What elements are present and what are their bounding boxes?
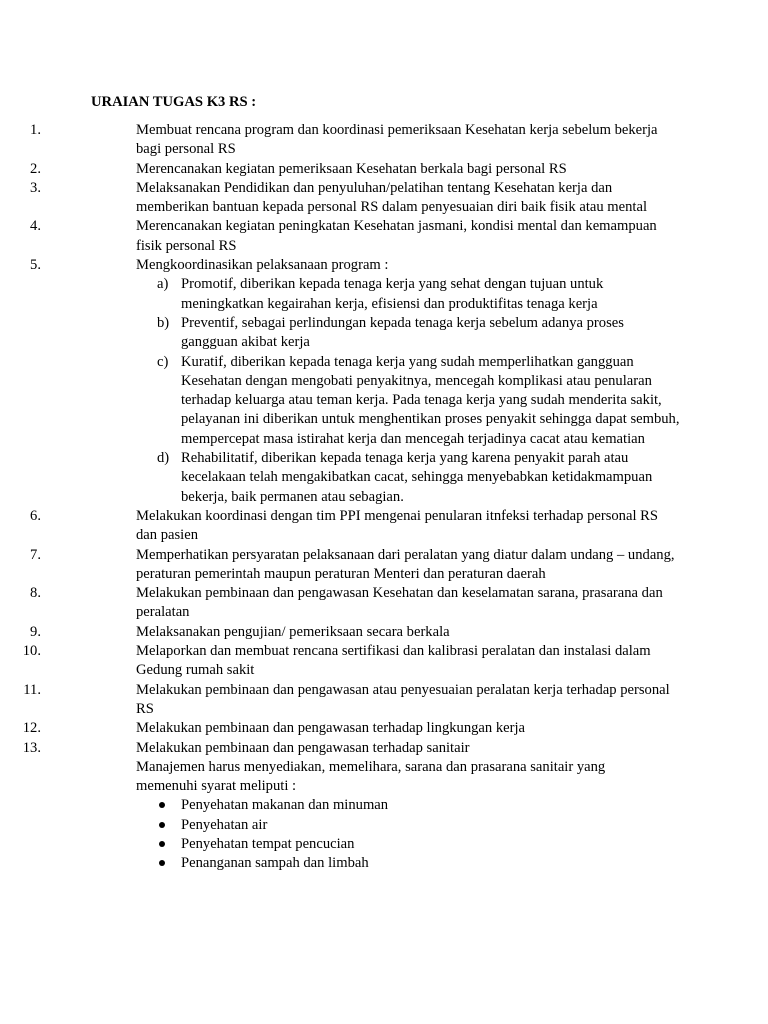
sub-item-text: Preventif, sebagai perlindungan kepada tenaga kerja sebelum adanya proses gangguan akibat kerja	[181, 314, 624, 351]
item-number: 13.	[22, 739, 41, 756]
list-item-2	[0, 160, 681, 179]
item-text: Membuat rencana program dan koordinasi pemeriksaan Kesehatan kerja sebelum bekerja bagi personal RS	[136, 122, 658, 158]
item-number: 5.	[30, 257, 41, 274]
bullet-text: Penyehatan makanan dan minuman	[181, 797, 389, 814]
sub-item-text: Promotif, diberikan kepada tenaga kerja yang sehat dengan tujuan untuk meningkatkan kegairahan kerja, efisiensi dan produktifitas tenaga kerja	[181, 276, 604, 312]
item-text: Melaksanakan pengujian/ pemeriksaan secara berkala	[136, 623, 450, 640]
bullet-dot-icon	[159, 822, 165, 828]
bullet-dot-icon	[159, 860, 165, 866]
list-item-4	[0, 217, 681, 256]
list-item-9	[0, 623, 681, 642]
sanitation-paragraph: Manajemen harus menyediakan, memelihara, sarana dan prasarana sanitair yang memenuhi syarat meliputi :	[136, 758, 606, 795]
item-text: Melaporkan dan membuat rencana sertifikasi dan kalibrasi peralatan dan instalasi dalam Gedung rumah sakit	[136, 643, 651, 679]
item-text: Melakukan pembinaan dan pengawasan terhadap lingkungan kerja	[136, 720, 526, 737]
bullet-dot-icon	[159, 841, 165, 847]
item-text: Melakukan pembinaan dan pengawasan terhadap sanitair	[136, 739, 470, 756]
sub-item-c	[0, 353, 681, 449]
item-text: Melaksanakan Pendidikan dan penyuluhan/pelatihan tentang Kesehatan kerja dan memberikan bantuan kepada personal RS dalam penyesuaian diri baik fisik atau mental	[136, 179, 648, 216]
sub-item-letter: c)	[157, 353, 169, 370]
bullet-item-2	[0, 816, 768, 835]
item-number: 1.	[30, 122, 41, 138]
sub-item-a	[0, 275, 681, 314]
item-number: 12.	[22, 720, 41, 737]
duties-list	[0, 121, 768, 874]
list-item-8	[0, 584, 681, 623]
list-item-12	[0, 719, 681, 738]
item-text: Melakukan pembinaan dan pengawasan atau penyesuaian peralatan kerja terhadap personal RS	[136, 681, 670, 717]
item-text: Mengkoordinasikan pelaksanaan program :	[136, 257, 389, 274]
item-text: Merencanakan kegiatan peningkatan Kesehatan jasmani, kondisi mental dan kemampuan fisik personal RS	[136, 218, 657, 254]
sub-item-letter: b)	[157, 314, 170, 331]
list-item-13	[0, 739, 681, 758]
item-text: Memperhatikan persyaratan pelaksanaan dari peralatan yang diatur dalam undang – undang, peraturan pemerintah maupun peraturan Menteri dan peraturan daerah	[136, 546, 675, 582]
sub-item-letter: d)	[157, 450, 170, 467]
bullet-text: Penyehatan air	[181, 816, 268, 833]
item-number: 7.	[30, 546, 41, 563]
bullet-item-1	[0, 796, 768, 815]
sub-item-letter: a)	[157, 276, 169, 293]
item-number: 6.	[30, 507, 41, 524]
item-number: 11.	[23, 681, 41, 698]
list-item-3	[0, 179, 681, 218]
item-number: 8.	[30, 585, 41, 602]
item-number: 4.	[30, 218, 41, 235]
sub-item-text: Rehabilitatif, diberikan kepada tenaga kerja yang karena penyakit parah atau kecelakaan telah mengakibatkan cacat, sehingga menyebabkan ketidakmampuan bekerja, baik permanen atau sebagian.	[181, 450, 653, 505]
item-number: 2.	[30, 160, 41, 177]
list-item-5	[0, 256, 681, 275]
item-text: Merencanakan kegiatan pemeriksaan Kesehatan berkala bagi personal RS	[136, 160, 567, 177]
sub-item-d	[0, 449, 681, 507]
bullet-item-4	[0, 854, 768, 873]
item-text: Melakukan pembinaan dan pengawasan Kesehatan dan keselamatan sarana, prasarana dan peralatan	[136, 585, 663, 621]
item-text: Melakukan koordinasi dengan tim PPI mengenai penularan itnfeksi terhadap personal RS dan pasien	[136, 507, 659, 544]
sub-item-b	[0, 314, 681, 353]
bullet-text: Penanganan sampah dan limbah	[181, 855, 369, 872]
item-number: 3.	[30, 179, 41, 196]
bullet-text: Penyehatan tempat pencucian	[181, 835, 355, 852]
sub-item-text: Kuratif, diberikan kepada tenaga kerja yang sudah memperlihatkan gangguan Kesehatan dengan mengobati penyakitnya, mencegah komplikasi atau penularan terhadap keluarga atau teman kerja. Pada tenaga kerja yang sudah menderita sakit, pelayanan ini diberikan untuk menghentikan proses penyakit sehingga dapat sembuh, mempercepat masa istirahat kerja dan mencegah terjadinya cacat atau kematian	[181, 353, 680, 447]
list-item-6	[0, 507, 681, 546]
list-item-11	[0, 681, 681, 720]
bullet-dot-icon	[159, 802, 165, 808]
list-item-7	[0, 546, 681, 585]
item-number: 10.	[22, 643, 41, 660]
document-title: URAIAN TUGAS K3 RS :	[91, 94, 257, 110]
item-number: 9.	[30, 623, 41, 640]
list-item-1	[0, 121, 681, 160]
list-item-10	[0, 642, 681, 681]
bullet-item-3	[0, 835, 768, 854]
